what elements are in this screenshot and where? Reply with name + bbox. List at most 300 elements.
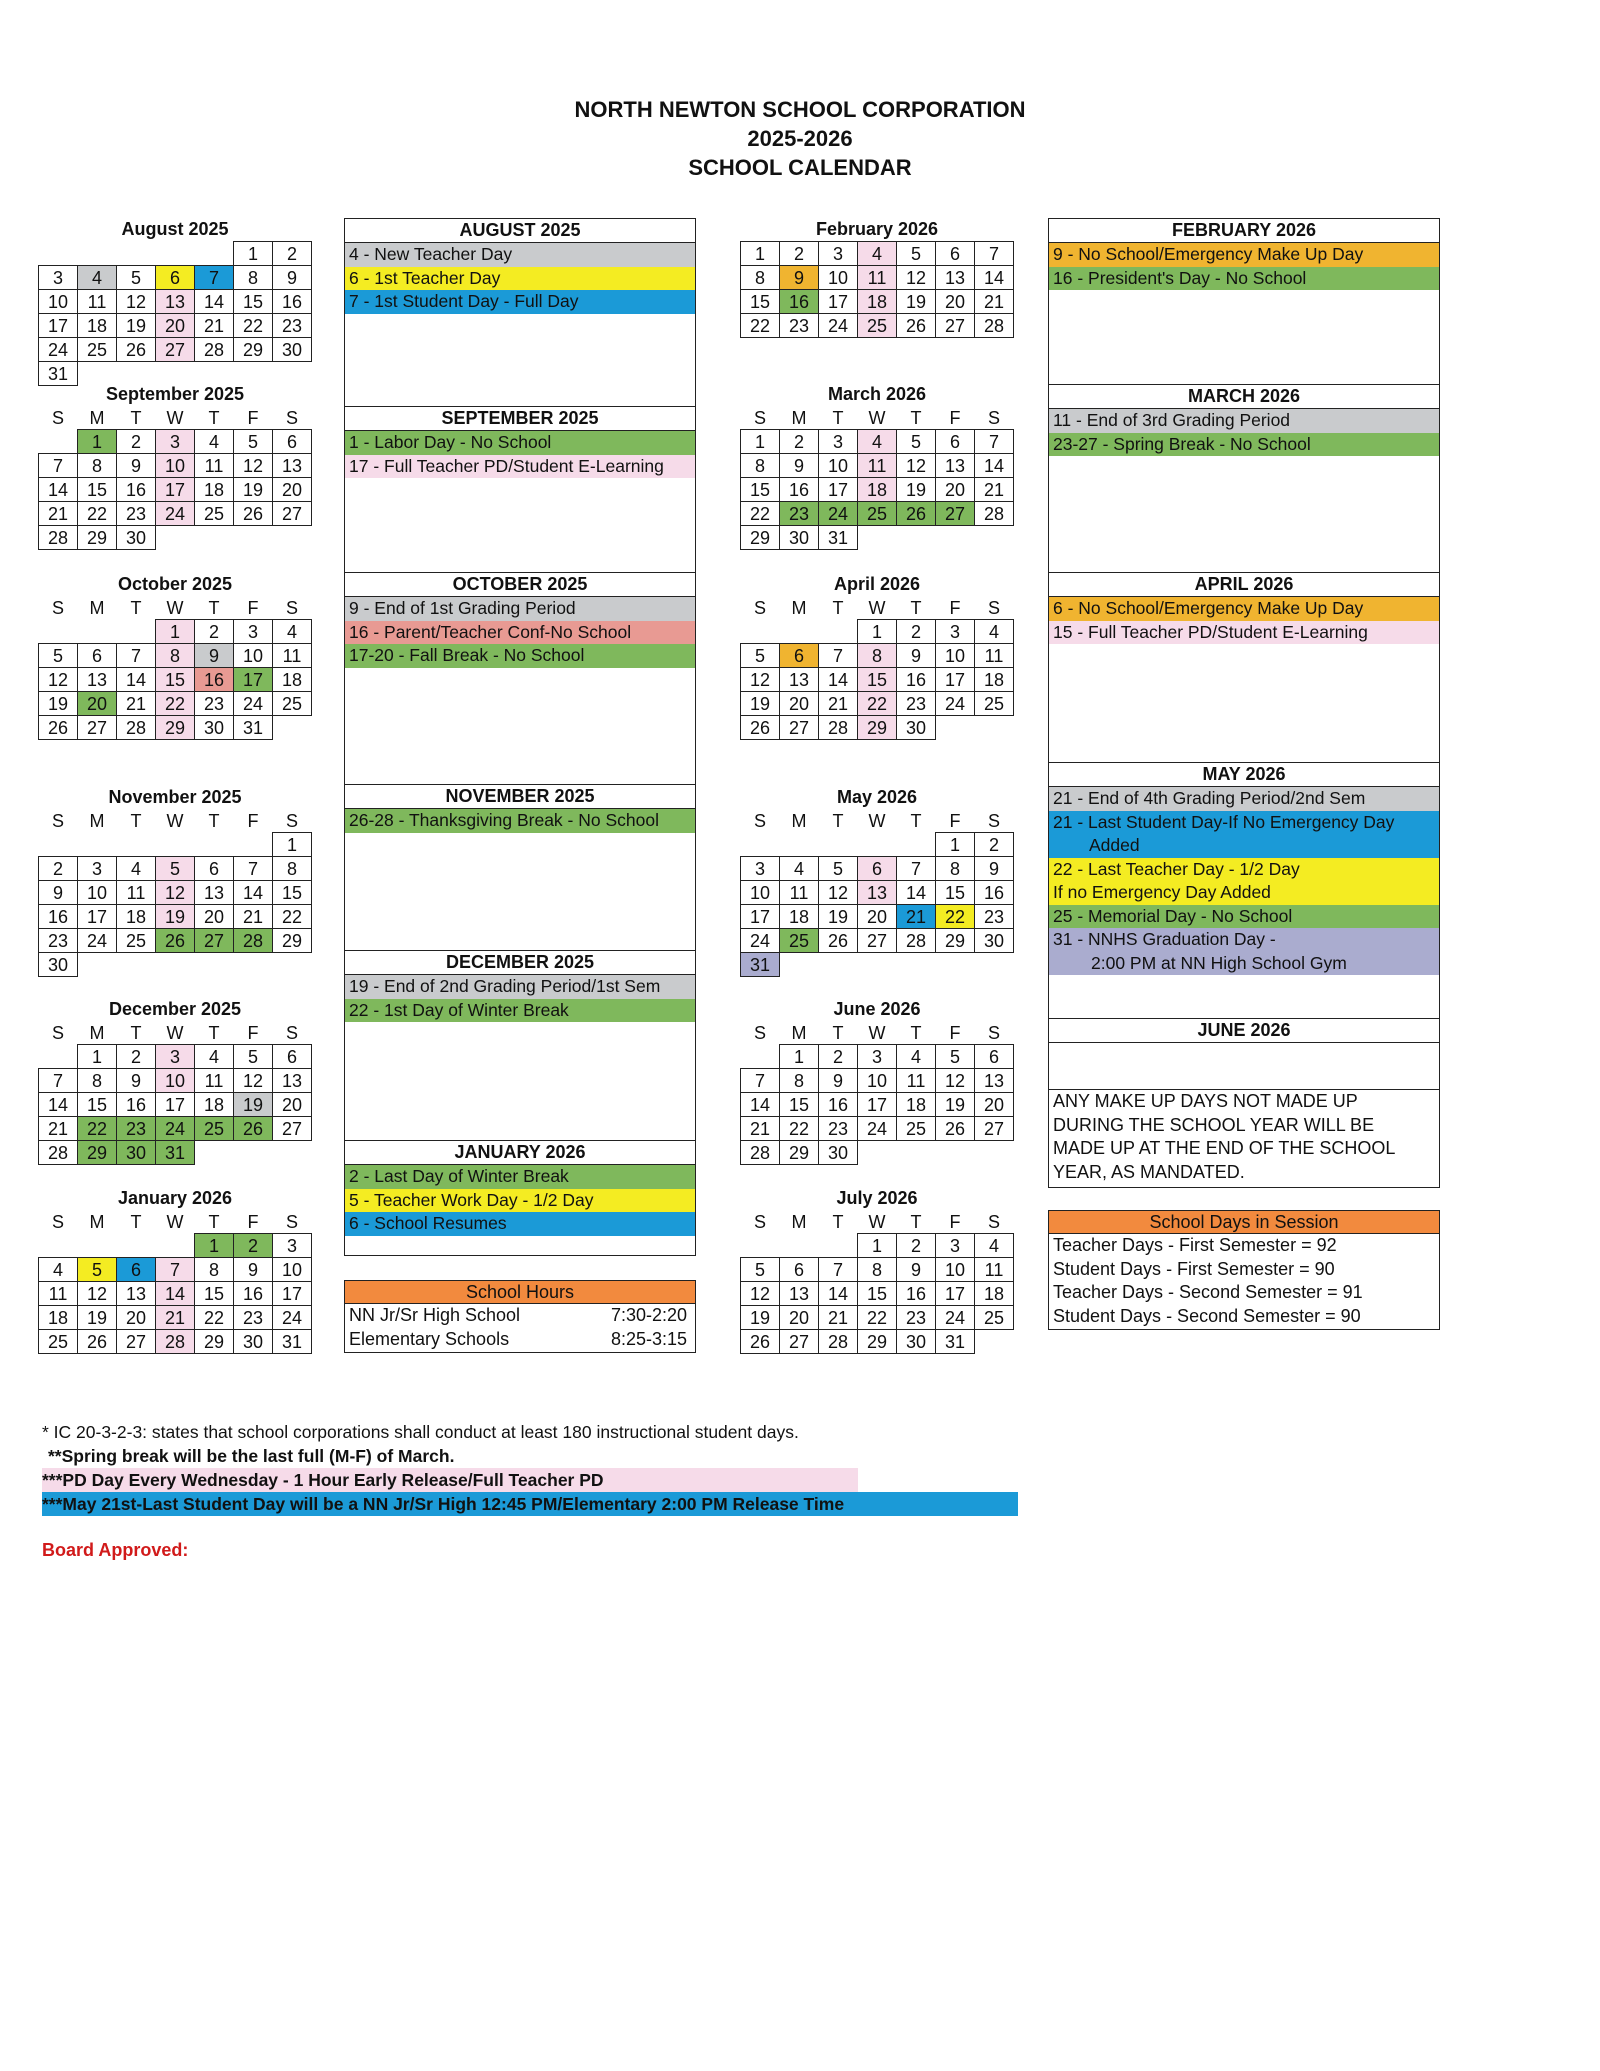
- weekday-header: T: [910, 407, 922, 428]
- calendar-day: 16: [273, 290, 312, 314]
- calendar-day: 10: [39, 290, 78, 314]
- calendar-day: 23: [117, 1117, 156, 1141]
- weekday-header: T: [910, 810, 922, 831]
- calendar-day: 13: [858, 881, 897, 905]
- calendar-day: 28: [741, 1141, 780, 1165]
- weekday-header: F: [247, 810, 259, 831]
- calendar-day: 25: [897, 1117, 936, 1141]
- calendar-day: 9: [897, 644, 936, 668]
- calendar-day: 10: [858, 1069, 897, 1093]
- calendar-day: 22: [741, 502, 780, 526]
- calendar-day: 15: [195, 1282, 234, 1306]
- event-item: [1049, 787, 1439, 811]
- calendar-day: 6: [780, 1258, 819, 1282]
- event-item: [345, 975, 695, 999]
- month-title: February 2026: [815, 219, 939, 239]
- calendar-day: 5: [39, 644, 78, 668]
- calendar-day: 3: [936, 620, 975, 644]
- calendar-day: 16: [117, 478, 156, 502]
- event-text: 6 - No School/Emergency Make Up Day: [1053, 598, 1364, 618]
- calendar-day: 6: [195, 857, 234, 881]
- event-item: [345, 1212, 695, 1236]
- events-january-2026: [344, 1140, 696, 1256]
- calendar-day: 13: [780, 1282, 819, 1306]
- calendar-day: 10: [741, 881, 780, 905]
- calendar-day: 15: [78, 478, 117, 502]
- calendar-day: 21: [975, 290, 1014, 314]
- event-text: 26-28 - Thanksgiving Break - No School: [349, 810, 659, 830]
- calendar-day: 9: [819, 1069, 858, 1093]
- calendar-day: 5: [897, 242, 936, 266]
- calendar-day: 12: [897, 266, 936, 290]
- weekday-header: S: [51, 1211, 64, 1232]
- event-month-title: MAY 2026: [1049, 763, 1439, 787]
- calendar-day: 11: [39, 1282, 78, 1306]
- calendar-day: 7: [741, 1069, 780, 1093]
- calendar-day: 30: [975, 929, 1014, 953]
- calendar-day: 18: [858, 290, 897, 314]
- calendar-day: 6: [936, 242, 975, 266]
- weekday-header: T: [910, 597, 922, 618]
- calendar-day: 11: [897, 1069, 936, 1093]
- calendar-day: 5: [936, 1045, 975, 1069]
- weekday-header: M: [89, 597, 105, 618]
- month-title: April 2026: [833, 574, 921, 594]
- calendar-day: 19: [78, 1306, 117, 1330]
- month-title: May 2026: [836, 787, 918, 807]
- calendar-day: 5: [741, 644, 780, 668]
- calendar-day: 24: [156, 1117, 195, 1141]
- page-header: [0, 95, 1600, 182]
- month-calendar-february-2026: [740, 217, 1014, 338]
- calendar-day: 3: [156, 430, 195, 454]
- calendar-day: 30: [897, 1330, 936, 1354]
- calendar-day: 9: [234, 1258, 273, 1282]
- calendar-day: 4: [117, 857, 156, 881]
- events-april-2026: [1048, 572, 1440, 763]
- weekday-header: S: [285, 810, 298, 831]
- month-grid: [740, 1210, 1014, 1354]
- event-month-title: APRIL 2026: [1049, 573, 1439, 597]
- weekday-header: W: [868, 407, 886, 428]
- calendar-day: 18: [897, 1093, 936, 1117]
- calendar-day: 5: [741, 1258, 780, 1282]
- calendar-day: 23: [234, 1306, 273, 1330]
- calendar-day: 13: [117, 1282, 156, 1306]
- calendar-day: 28: [819, 1330, 858, 1354]
- weekday-header: T: [130, 810, 142, 831]
- event-text: 17-20 - Fall Break - No School: [349, 645, 585, 665]
- calendar-day: 14: [741, 1093, 780, 1117]
- weekday-header: F: [949, 407, 961, 428]
- month-grid: [740, 241, 1014, 338]
- calendar-day: 27: [117, 1330, 156, 1354]
- calendar-day: 17: [741, 905, 780, 929]
- event-text: 23-27 - Spring Break - No School: [1053, 433, 1311, 454]
- calendar-day: 5: [234, 430, 273, 454]
- calendar-day: 14: [234, 881, 273, 905]
- calendar-day: 27: [936, 502, 975, 526]
- calendar-day: 13: [780, 668, 819, 692]
- event-item: [345, 999, 695, 1023]
- month-calendar-november-2025: [38, 785, 312, 977]
- events-may-2026: [1048, 762, 1440, 1019]
- calendar-day: 22: [78, 502, 117, 526]
- weekday-header: W: [166, 1022, 184, 1043]
- weekday-header: S: [753, 810, 766, 831]
- calendar-day: 14: [195, 290, 234, 314]
- weekday-header: W: [868, 597, 886, 618]
- calendar-day: 25: [117, 929, 156, 953]
- makeup-days-note: ANY MAKE UP DAYS NOT MADE UP: [1053, 1091, 1358, 1111]
- month-calendar-december-2025: [38, 997, 312, 1165]
- month-grid: [38, 406, 312, 550]
- calendar-day: 21: [117, 692, 156, 716]
- calendar-day: 13: [273, 1069, 312, 1093]
- calendar-day: 24: [234, 692, 273, 716]
- calendar-day: 20: [936, 478, 975, 502]
- calendar-day: 1: [195, 1234, 234, 1258]
- calendar-day: 24: [819, 314, 858, 338]
- calendar-day: 13: [975, 1069, 1014, 1093]
- event-text: 19 - End of 2nd Grading Period/1st Sem: [349, 976, 661, 996]
- calendar-day: 18: [273, 668, 312, 692]
- event-month-title: JUNE 2026: [1049, 1019, 1439, 1043]
- calendar-day: 27: [273, 1117, 312, 1141]
- calendar-day: 8: [273, 857, 312, 881]
- calendar-day: 3: [936, 1234, 975, 1258]
- note-pd-day: ***PD Day Every Wednesday - 1 Hour Early Release/Full Teacher PD: [42, 1468, 858, 1492]
- calendar-day: 9: [780, 266, 819, 290]
- calendar-day: 26: [897, 502, 936, 526]
- event-item: [345, 243, 695, 267]
- event-item: [345, 1165, 695, 1189]
- calendar-day: 25: [975, 1306, 1014, 1330]
- weekday-header: M: [791, 597, 807, 618]
- calendar-day: 27: [273, 502, 312, 526]
- footnotes: [42, 1420, 1018, 1516]
- calendar-day: 10: [936, 1258, 975, 1282]
- calendar-day: 25: [39, 1330, 78, 1354]
- calendar-day: 19: [741, 1306, 780, 1330]
- calendar-day: 7: [39, 454, 78, 478]
- month-calendar-september-2025: [38, 382, 312, 550]
- events-february-2026: [1048, 218, 1440, 385]
- event-text: 7 - 1st Student Day - Full Day: [349, 291, 579, 311]
- calendar-day: 3: [858, 1045, 897, 1069]
- calendar-day: 7: [156, 1258, 195, 1282]
- calendar-day: 13: [936, 454, 975, 478]
- calendar-day: 17: [156, 1093, 195, 1117]
- event-text: 9 - End of 1st Grading Period: [349, 598, 576, 618]
- calendar-day: 4: [195, 430, 234, 454]
- calendar-day: 24: [936, 692, 975, 716]
- event-month-title: SEPTEMBER 2025: [345, 407, 695, 431]
- weekday-header: S: [987, 597, 1000, 618]
- calendar-day: 17: [78, 905, 117, 929]
- events-november-2025: [344, 784, 696, 951]
- calendar-day: 27: [156, 338, 195, 362]
- calendar-day: 27: [858, 929, 897, 953]
- month-calendar-august-2025: [38, 217, 312, 386]
- weekday-header: F: [949, 597, 961, 618]
- calendar-day: 18: [195, 1093, 234, 1117]
- calendar-day: 29: [78, 526, 117, 550]
- event-month-title: AUGUST 2025: [345, 219, 695, 243]
- school-hours-title: School Hours: [345, 1281, 695, 1304]
- calendar-day: 12: [117, 290, 156, 314]
- calendar-day: 25: [195, 1117, 234, 1141]
- calendar-day: 16: [780, 290, 819, 314]
- note-ic-statute: * IC 20-3-2-3: states that school corporations shall conduct at least 180 instructional student days.: [42, 1422, 799, 1442]
- calendar-day: 5: [819, 857, 858, 881]
- calendar-day: 30: [819, 1141, 858, 1165]
- calendar-day: 10: [273, 1258, 312, 1282]
- calendar-day: 11: [858, 266, 897, 290]
- event-text: 17 - Full Teacher PD/Student E-Learning: [349, 455, 664, 476]
- calendar-day: 11: [117, 881, 156, 905]
- weekday-header: M: [89, 810, 105, 831]
- calendar-day: 17: [273, 1282, 312, 1306]
- event-month-title: MARCH 2026: [1049, 385, 1439, 409]
- calendar-day: 1: [858, 620, 897, 644]
- calendar-day: 14: [39, 1093, 78, 1117]
- calendar-day: 31: [39, 362, 78, 386]
- calendar-day: 25: [780, 929, 819, 953]
- calendar-day: 11: [195, 1069, 234, 1093]
- calendar-day: 27: [780, 1330, 819, 1354]
- calendar-day: 31: [741, 953, 780, 977]
- weekday-header: T: [910, 1022, 922, 1043]
- calendar-day: 5: [234, 1045, 273, 1069]
- calendar-day: 24: [273, 1306, 312, 1330]
- weekday-header: T: [130, 597, 142, 618]
- event-text: 15 - Full Teacher PD/Student E-Learning: [1053, 621, 1368, 642]
- event-text-continued: If no Emergency Day Added: [1053, 882, 1271, 902]
- calendar-day: 31: [936, 1330, 975, 1354]
- event-text: 1 - Labor Day - No School: [349, 432, 552, 452]
- calendar-day: 11: [273, 644, 312, 668]
- calendar-day: 11: [78, 290, 117, 314]
- calendar-day: 12: [234, 454, 273, 478]
- weekday-header: S: [51, 810, 64, 831]
- calendar-day: 28: [39, 1141, 78, 1165]
- weekday-header: T: [208, 1211, 220, 1232]
- calendar-day: 6: [858, 857, 897, 881]
- calendar-day: 2: [897, 1234, 936, 1258]
- month-title: June 2026: [833, 999, 921, 1019]
- calendar-day: 10: [936, 644, 975, 668]
- event-text-continued: Added: [1089, 835, 1140, 855]
- calendar-day: 21: [156, 1306, 195, 1330]
- event-text: 2 - Last Day of Winter Break: [349, 1166, 569, 1186]
- calendar-day: 1: [741, 242, 780, 266]
- weekday-header: T: [832, 810, 844, 831]
- calendar-day: 3: [78, 857, 117, 881]
- calendar-day: 31: [156, 1141, 195, 1165]
- calendar-day: 8: [936, 857, 975, 881]
- calendar-day: 19: [39, 692, 78, 716]
- calendar-day: 29: [858, 716, 897, 740]
- event-text: 25 - Memorial Day - No School: [1053, 905, 1293, 926]
- calendar-day: 24: [741, 929, 780, 953]
- calendar-day: 12: [39, 668, 78, 692]
- calendar-day: 8: [78, 1069, 117, 1093]
- event-item: [345, 597, 695, 621]
- calendar-day: 13: [195, 881, 234, 905]
- calendar-day: 22: [936, 905, 975, 929]
- calendar-day: 16: [975, 881, 1014, 905]
- calendar-day: 17: [39, 314, 78, 338]
- calendar-day: 15: [780, 1093, 819, 1117]
- calendar-day: 10: [819, 454, 858, 478]
- calendar-day: 16: [897, 668, 936, 692]
- event-item: [345, 455, 695, 479]
- month-title: July 2026: [836, 1188, 918, 1208]
- event-text: 21 - Last Student Day-If No Emergency Day: [1053, 811, 1395, 832]
- calendar-day: 18: [975, 1282, 1014, 1306]
- calendar-day: 14: [975, 454, 1014, 478]
- weekday-header: T: [832, 1022, 844, 1043]
- calendar-day: 22: [234, 314, 273, 338]
- weekday-header: M: [791, 1022, 807, 1043]
- calendar-day: 23: [819, 1117, 858, 1141]
- calendar-day: 25: [195, 502, 234, 526]
- calendar-day: 29: [273, 929, 312, 953]
- calendar-day: 22: [780, 1117, 819, 1141]
- calendar-day: 29: [78, 1141, 117, 1165]
- calendar-day: 6: [273, 430, 312, 454]
- calendar-day: 23: [975, 905, 1014, 929]
- calendar-day: 24: [936, 1306, 975, 1330]
- month-title: December 2025: [108, 999, 242, 1019]
- calendar-day: 2: [117, 1045, 156, 1069]
- calendar-day: 4: [780, 857, 819, 881]
- month-grid: [38, 241, 312, 386]
- weekday-header: W: [166, 810, 184, 831]
- calendar-day: 16: [780, 478, 819, 502]
- weekday-header: M: [791, 1211, 807, 1232]
- weekday-header: S: [285, 407, 298, 428]
- weekday-header: W: [166, 407, 184, 428]
- calendar-day: 2: [234, 1234, 273, 1258]
- calendar-day: 9: [273, 266, 312, 290]
- month-title: March 2026: [827, 384, 927, 404]
- event-month-title: JANUARY 2026: [345, 1141, 695, 1165]
- calendar-day: 31: [273, 1330, 312, 1354]
- calendar-day: 2: [195, 620, 234, 644]
- weekday-header: T: [208, 597, 220, 618]
- calendar-day: 4: [78, 266, 117, 290]
- calendar-day: 21: [897, 905, 936, 929]
- calendar-day: 3: [819, 430, 858, 454]
- calendar-day: 17: [819, 290, 858, 314]
- calendar-day: 10: [156, 1069, 195, 1093]
- calendar-day: 2: [273, 242, 312, 266]
- calendar-day: 19: [897, 478, 936, 502]
- weekday-header: S: [753, 1022, 766, 1043]
- calendar-day: 9: [195, 644, 234, 668]
- month-grid: [740, 1021, 1014, 1165]
- calendar-day: 28: [117, 716, 156, 740]
- weekday-header: F: [247, 407, 259, 428]
- month-calendar-may-2026: [740, 785, 1014, 977]
- events-september-2025: [344, 406, 696, 573]
- calendar-day: 23: [195, 692, 234, 716]
- days-row: Student Days - Second Semester = 90: [1053, 1305, 1361, 1326]
- calendar-day: 23: [897, 692, 936, 716]
- calendar-day: 24: [39, 338, 78, 362]
- calendar-day: 27: [780, 716, 819, 740]
- calendar-day: 2: [117, 430, 156, 454]
- calendar-day: 7: [234, 857, 273, 881]
- event-item: [345, 1189, 695, 1213]
- makeup-days-note: MADE UP AT THE END OF THE SCHOOL: [1053, 1138, 1396, 1158]
- weekday-header: W: [166, 597, 184, 618]
- event-text: 4 - New Teacher Day: [349, 244, 513, 264]
- month-grid: [38, 596, 312, 740]
- weekday-header: S: [285, 1022, 298, 1043]
- calendar-day: 12: [234, 1069, 273, 1093]
- calendar-day: 20: [156, 314, 195, 338]
- event-item: [1049, 621, 1439, 645]
- weekday-header: S: [987, 407, 1000, 428]
- hours-label: NN Jr/Sr High School: [349, 1305, 521, 1325]
- days-row: Teacher Days - First Semester = 92: [1053, 1235, 1337, 1255]
- calendar-day: 4: [273, 620, 312, 644]
- weekday-header: T: [208, 1022, 220, 1043]
- weekday-header: T: [832, 1211, 844, 1232]
- calendar-day: 15: [741, 290, 780, 314]
- event-text: 31 - NNHS Graduation Day -: [1053, 929, 1276, 949]
- calendar-day: 17: [858, 1093, 897, 1117]
- calendar-day: 18: [117, 905, 156, 929]
- month-grid: [740, 809, 1014, 977]
- calendar-day: 16: [819, 1093, 858, 1117]
- calendar-day: 1: [741, 430, 780, 454]
- calendar-day: 28: [897, 929, 936, 953]
- calendar-day: 30: [39, 953, 78, 977]
- month-calendar-july-2026: [740, 1186, 1014, 1354]
- event-text: 16 - President's Day - No School: [1053, 267, 1307, 288]
- event-item: [1049, 597, 1439, 621]
- calendar-day: 1: [78, 430, 117, 454]
- calendar-day: 19: [936, 1093, 975, 1117]
- calendar-day: 9: [897, 1258, 936, 1282]
- calendar-day: 28: [819, 716, 858, 740]
- weekday-header: S: [51, 597, 64, 618]
- month-calendar-january-2026: [38, 1186, 312, 1354]
- calendar-day: 21: [741, 1117, 780, 1141]
- calendar-day: 16: [39, 905, 78, 929]
- weekday-header: F: [247, 597, 259, 618]
- calendar-day: 28: [234, 929, 273, 953]
- event-item: [1049, 858, 1439, 905]
- calendar-title: SCHOOL CALENDAR: [688, 155, 912, 180]
- calendar-day: 4: [975, 1234, 1014, 1258]
- event-month-title: DECEMBER 2025: [345, 951, 695, 975]
- weekday-header: W: [868, 810, 886, 831]
- calendar-day: 22: [858, 1306, 897, 1330]
- calendar-day: 29: [156, 716, 195, 740]
- weekday-header: F: [949, 810, 961, 831]
- calendar-day: 26: [117, 338, 156, 362]
- calendar-day: 4: [858, 242, 897, 266]
- calendar-day: 2: [780, 242, 819, 266]
- calendar-day: 15: [741, 478, 780, 502]
- calendar-day: 19: [156, 905, 195, 929]
- calendar-day: 4: [858, 430, 897, 454]
